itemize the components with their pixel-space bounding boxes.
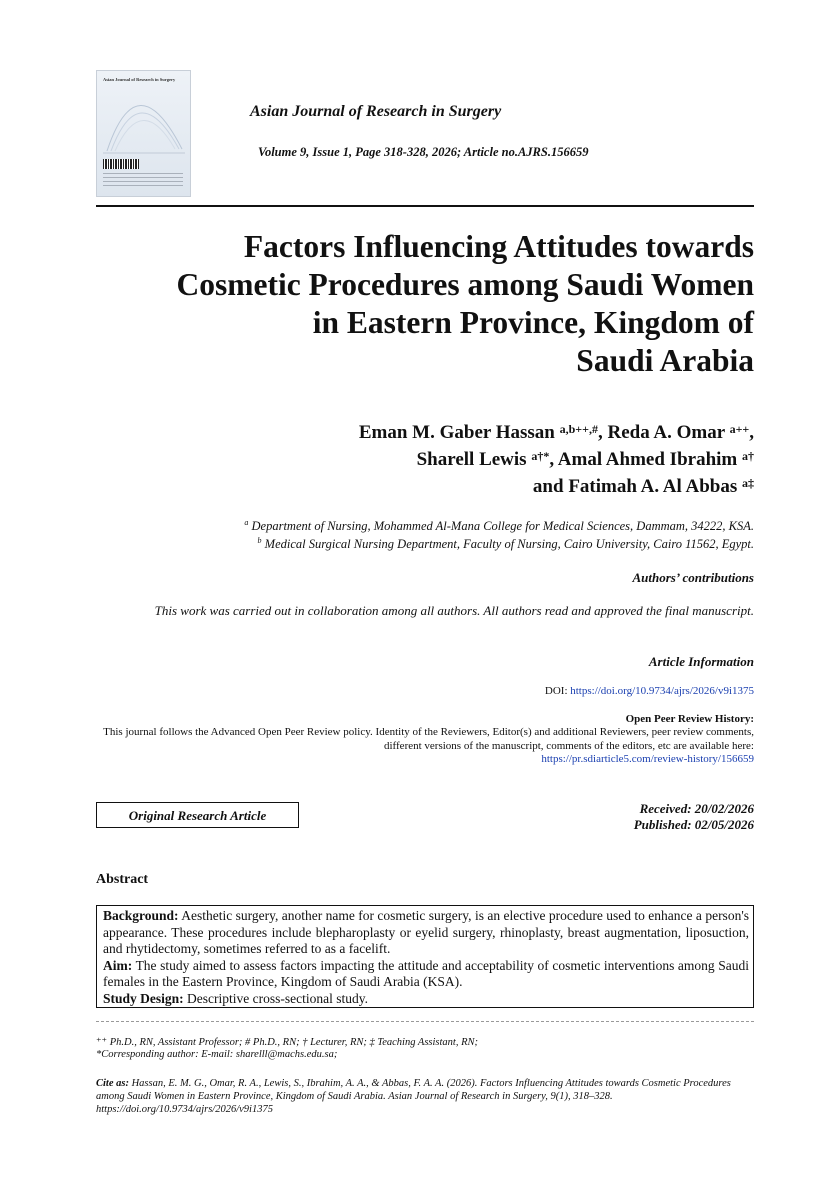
author-affiliation-mark: a†* [531, 449, 550, 463]
article-type-box: Original Research Article [96, 802, 299, 828]
cover-title: Asian Journal of Research in Surgery [103, 77, 176, 82]
title-line: Factors Influencing Attitudes towards [243, 229, 754, 264]
author-conjunction: and [532, 476, 564, 497]
affiliation-b [54, 536, 754, 552]
cover-footer [103, 173, 183, 187]
author-line [114, 419, 754, 446]
abstract-background-label: Background: [103, 908, 179, 923]
citation [96, 1077, 754, 1116]
author-name: Amal Ahmed Ibrahim [557, 449, 738, 470]
author-affiliation-mark: a‡ [742, 476, 754, 490]
article-title [94, 228, 754, 380]
title-line: in Eastern Province, Kingdom of [312, 305, 754, 340]
affiliation-mark: b [257, 536, 262, 545]
abstract-design-text: Descriptive cross-sectional study. [187, 990, 368, 1006]
author-separator: , [549, 449, 558, 470]
author-name: Eman M. Gaber Hassan [358, 422, 555, 443]
doi-link[interactable]: https://doi.org/10.9734/ajrs/2026/v9i1375 [570, 685, 754, 697]
author-line [114, 473, 754, 500]
affiliation-text: Medical Surgical Nursing Department, Faculty of Nursing, Cairo University, Cairo 11562, Egypt. [264, 537, 754, 552]
abstract-background-text: Aesthetic surgery, another name for cosmetic surgery, is an elective procedure used to enhance a person's appearance. These procedures include blepharoplasty or eyelid surgery, rhinoplasty, breast augmentation, liposuction, and rhytidectomy, sometimes referred to as a facelift. [103, 908, 749, 956]
doi-label: DOI: [544, 685, 568, 697]
abstract-design [103, 991, 749, 1008]
abstract-aim [103, 958, 749, 991]
author-separator: , [749, 422, 754, 443]
journal-cover-thumbnail [96, 70, 191, 197]
author-name: Sharell Lewis [416, 449, 527, 470]
footnote-divider [96, 1021, 754, 1022]
citation-label: Cite as: [96, 1078, 129, 1089]
citation-text: Hassan, E. M. G., Omar, R. A., Lewis, S., Ibrahim, A. A., & Abbas, F. A. A. (2026). Factors Influencing Attitudes towards Cosmetic Procedures among Saudi Women in Eastern Province, Kingdom of Saudi Arabia. Asian Journal of Research in Surgery, 9(1), 318–328. https://doi.org/10.9734/ajrs/2026/v9i1375 [96, 1078, 731, 1115]
author-name: Reda A. Omar [607, 422, 725, 443]
title-line: Saudi Arabia [576, 343, 754, 378]
doi-line [545, 685, 754, 697]
abstract-aim-text: The study aimed to assess factors impacting the attitude and acceptability of cosmetic interventions among Saudi females in the Eastern Province, Kingdom of Saudi Arabia (KSA). [103, 957, 749, 989]
footnote-corresponding: *Corresponding author: E-mail: sharelll@machs.edu.sa; [96, 1049, 338, 1060]
author-affiliation-mark: a,b++,# [559, 422, 598, 436]
peer-review-heading: Open Peer Review History: [625, 713, 754, 725]
author-separator: , [597, 422, 608, 443]
affiliation-mark: a [244, 518, 249, 527]
peer-review-text: This journal follows the Advanced Open Peer Review policy. Identity of the Reviewers, Editor(s) and additional Reviewers, peer review comments, different versions of the manuscript, comments of the editors, etc are available here: [103, 726, 754, 752]
article-info-heading: Article Information [648, 654, 754, 669]
footnote-roles: ⁺⁺ Ph.D., RN, Assistant Professor; # Ph.D., RN; † Lecturer, RN; ‡ Teaching Assistant, RN; [96, 1037, 478, 1048]
abstract-heading: Abstract [96, 872, 149, 887]
peer-review-body [94, 726, 754, 767]
affiliation-a [54, 518, 754, 534]
contributions-text: This work was carried out in collaboration among all authors. All authors read and approved the final manuscript. [154, 603, 754, 618]
abstract-box [96, 905, 754, 1008]
abstract-aim-label: Aim: [103, 957, 133, 973]
header-rule [96, 205, 754, 207]
author-affiliation-mark: a++ [729, 422, 750, 436]
article-dates [634, 801, 754, 833]
affiliation-text: Department of Nursing, Mohammed Al-Mana College for Medical Sciences, Dammam, 34222, KSA. [251, 519, 754, 534]
contributions-heading: Authors’ contributions [632, 570, 754, 585]
cover-barcode [103, 159, 139, 169]
peer-review-link[interactable]: https://pr.sdiarticle5.com/review-history/156659 [541, 753, 754, 765]
received-date: Received: 20/02/2026 [639, 801, 754, 816]
journal-name: Asian Journal of Research in Surgery [250, 103, 502, 120]
author-list [114, 419, 754, 500]
author-affiliation-mark: a† [742, 449, 754, 463]
title-line: Cosmetic Procedures among Saudi Women [176, 267, 754, 302]
published-date: Published: 02/05/2026 [633, 817, 754, 832]
abstract-design-label: Study Design: [103, 990, 184, 1006]
author-name: Fatimah A. Al Abbas [568, 476, 738, 497]
author-line [114, 446, 754, 473]
journal-volume-line: Volume 9, Issue 1, Page 318-328, 2026; Article no.AJRS.156659 [258, 145, 589, 159]
abstract-background [103, 908, 749, 958]
